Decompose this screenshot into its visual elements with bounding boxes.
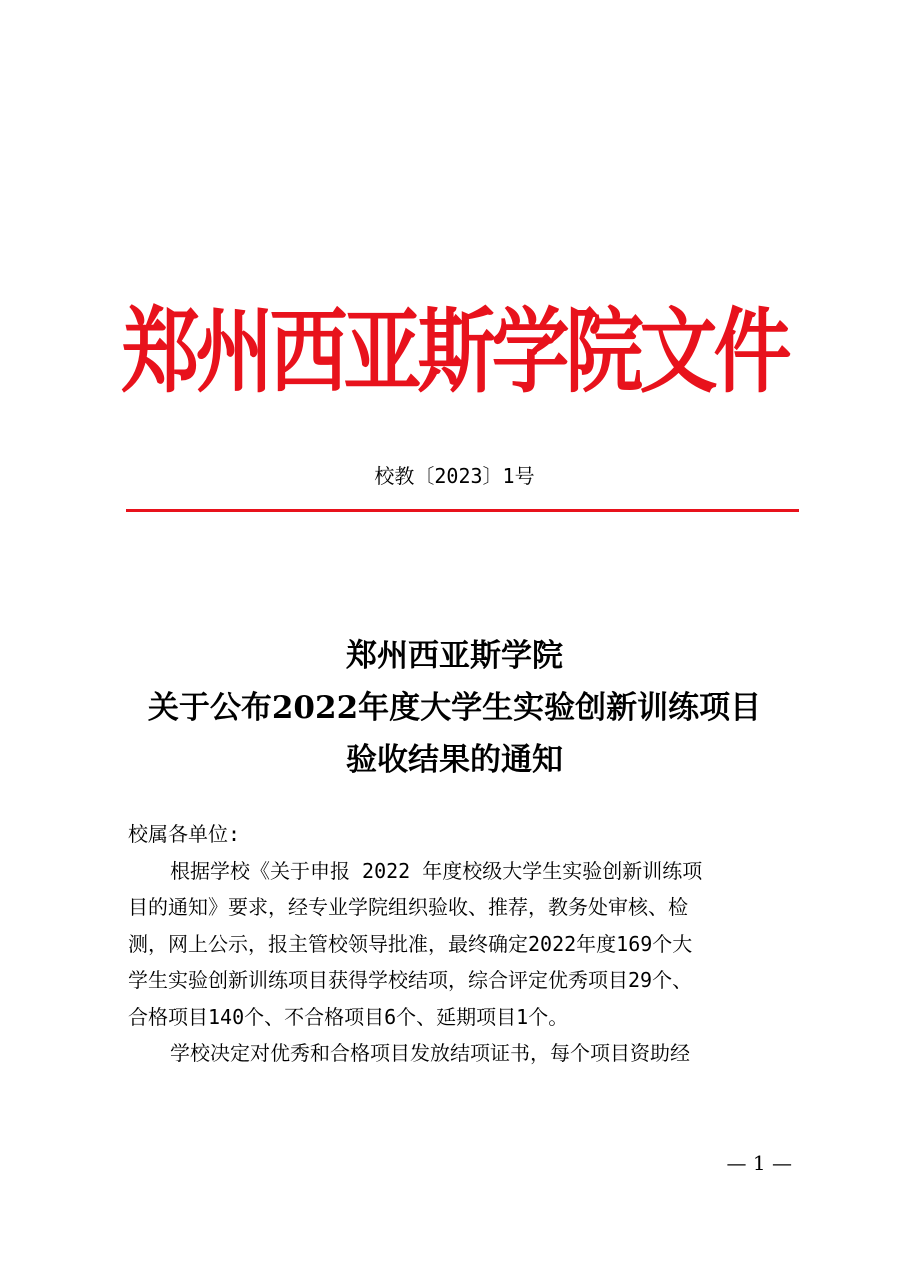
document-masthead: 郑州西亚斯学院文件 bbox=[121, 298, 788, 406]
page-number: — 1 — bbox=[726, 1151, 792, 1175]
paragraph-1-line-1: 根据学校《关于申报 2022 年度校级大学生实验创新训练项 bbox=[170, 858, 703, 883]
red-divider-line bbox=[126, 509, 799, 512]
paragraph-2-line-1: 学校决定对优秀和合格项目发放结项证书，每个项目资助经 bbox=[170, 1041, 690, 1065]
notice-title bbox=[100, 630, 809, 786]
salutation: 校属各单位: bbox=[128, 822, 241, 846]
title-line-3: 验收结果的通知 bbox=[346, 742, 563, 778]
title-line-1: 郑州西亚斯学院 bbox=[346, 638, 563, 674]
title-line-2: 关于公布2022年度大学生实验创新训练项目 bbox=[147, 690, 762, 726]
paragraph-1-line-2: 目的通知》要求，经专业学院组织验收、推荐，教务处审核、检 bbox=[128, 895, 688, 919]
paragraph-1-line-5: 合格项目140个、不合格项目6个、延期项目1个。 bbox=[128, 1004, 569, 1029]
paragraph-1-line-3: 测，网上公示，报主管校领导批准，最终确定2022年度169个大 bbox=[128, 931, 693, 956]
notice-body bbox=[128, 816, 789, 1072]
paragraph-1-line-4: 学生实验创新训练项目获得学校结项，综合评定优秀项目29个、 bbox=[128, 968, 693, 992]
document-number: 校教〔2023〕1号 bbox=[374, 464, 535, 488]
